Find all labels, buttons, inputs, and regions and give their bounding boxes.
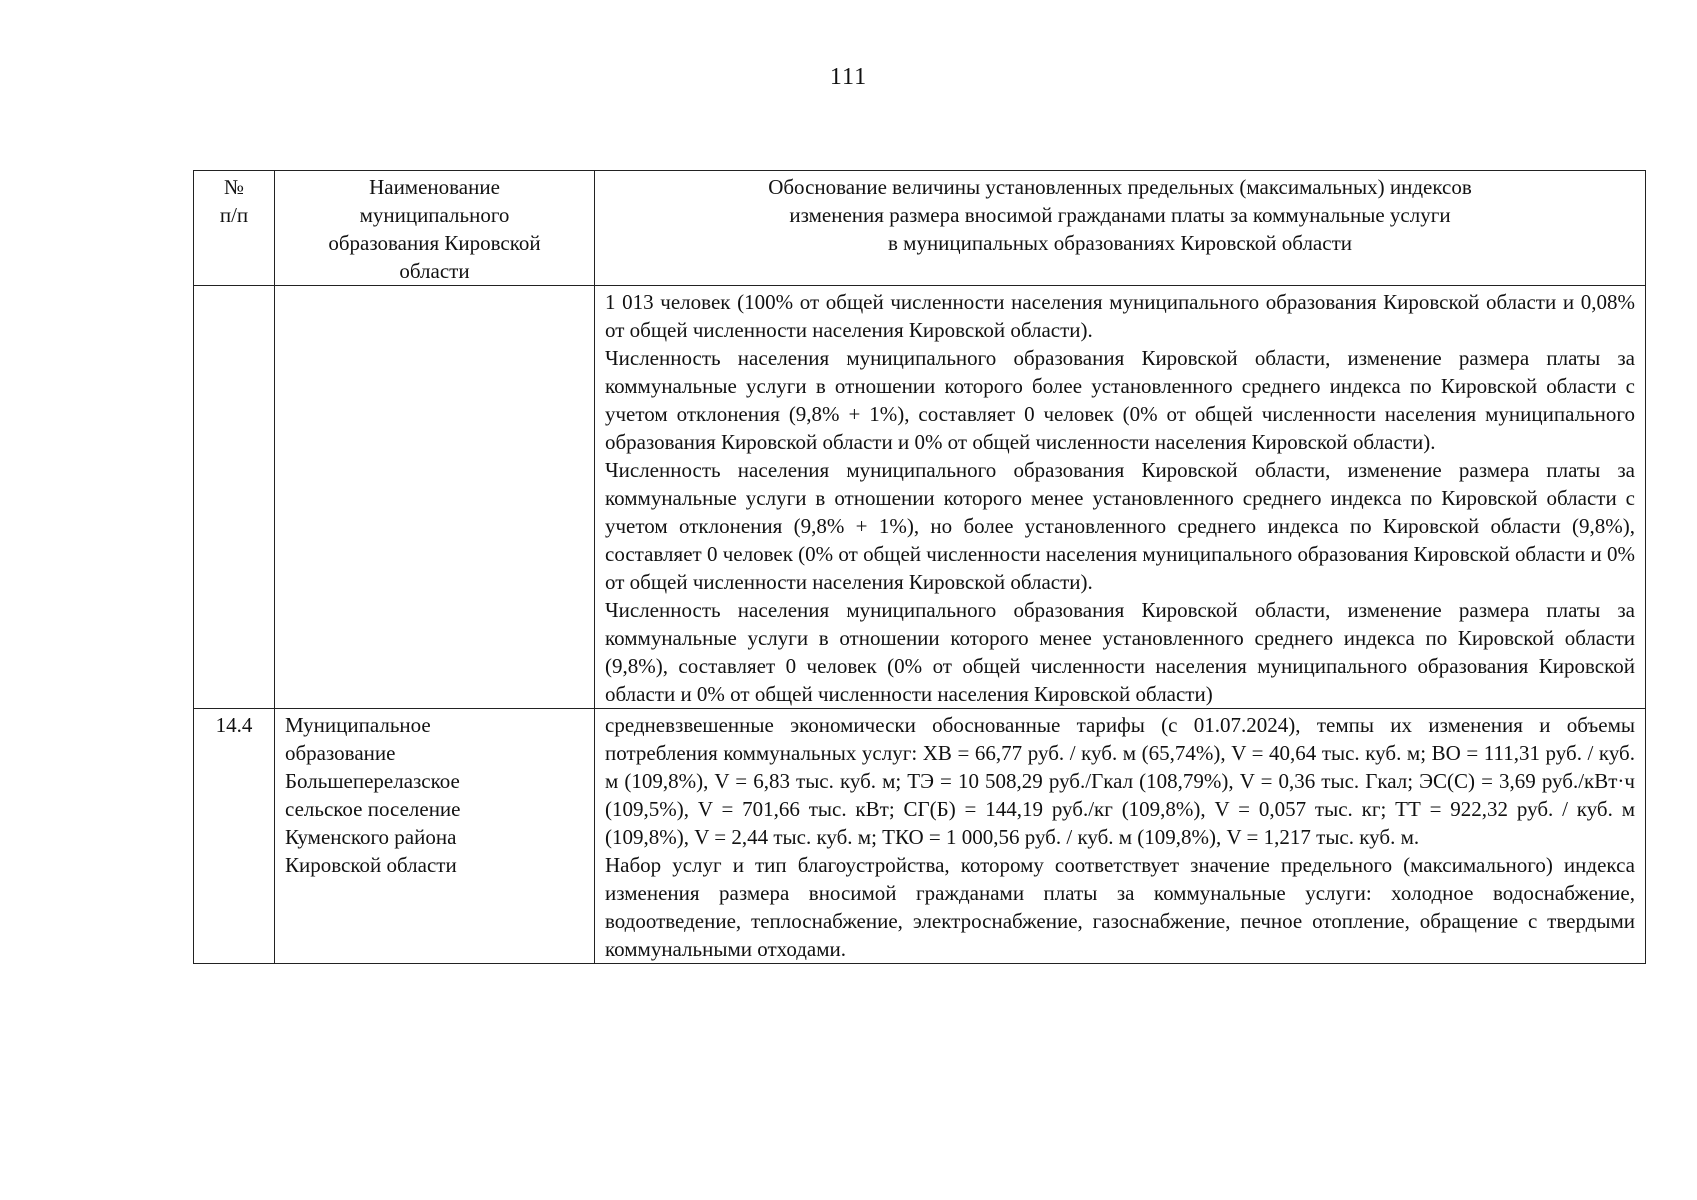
name-line: Муниципальное [285, 713, 431, 737]
header-basis-line: Обоснование величины установленных предельных (максимальных) индексов [768, 175, 1472, 199]
basis-paragraph: Численность населения муниципального образования Кировской области, изменение размера платы за коммунальные услуги в отношении которого менее установленного среднего индекса по Кировской области с учетом отклонения (9,8% + 1%), но более установленного среднего индекса по Кировской области (9,8%), составляет 0 человек (0% от общей численности населения муниципального образования Кировской области и 0% от общей численности населения Кировской области). [605, 458, 1635, 594]
header-name-line: муниципального [359, 203, 510, 227]
name-line: образование [285, 741, 396, 765]
name-line: Кировской области [285, 853, 457, 877]
basis-paragraph: 1 013 человек (100% от общей численности населения муниципального образования Кировской области и 0,08% от общей численности населения Кировской области). [605, 290, 1635, 342]
name-line: Куменского района [285, 825, 457, 849]
page-number: 111 [829, 64, 868, 90]
basis-paragraph: Набор услуг и тип благоустройства, которому соответствует значение предельного (максимального) индекса изменения размера вносимой гражданами платы за коммунальные услуги: холодное водоснабжение, водоотведение, теплоснабжение, электроснабжение, газоснабжение, печное отопление, обращение с твердыми коммунальными отходами. [605, 853, 1635, 961]
row-basis-text [595, 286, 1646, 709]
index-justification-table [193, 170, 1646, 964]
row-number: 14.4 [194, 709, 275, 964]
table-header-row [194, 171, 1646, 286]
header-municipality-name [275, 171, 595, 286]
header-basis-line: изменения размера вносимой гражданами платы за коммунальные услуги [789, 203, 1451, 227]
basis-paragraph: Численность населения муниципального образования Кировской области, изменение размера платы за коммунальные услуги в отношении которого более установленного среднего индекса по Кировской области с учетом отклонения (9,8% + 1%), составляет 0 человек (0% от общей численности населения муниципального образования Кировской области и 0% от общей численности населения Кировской области). [605, 346, 1635, 454]
table-row [194, 709, 1646, 964]
header-name-line: области [399, 259, 470, 283]
row-basis-text [595, 709, 1646, 964]
header-number [194, 171, 275, 286]
basis-paragraph: Численность населения муниципального образования Кировской области, изменение размера платы за коммунальные услуги в отношении которого менее установленного среднего индекса по Кировской области (9,8%), составляет 0 человек (0% от общей численности населения муниципального образования Кировской области и 0% от общей численности населения Кировской области) [605, 598, 1635, 706]
header-number-line: № [223, 175, 245, 199]
header-number-line: п/п [219, 203, 249, 227]
row-municipality-name [275, 709, 595, 964]
header-basis-line: в муниципальных образованиях Кировской области [887, 231, 1352, 255]
name-line: сельское поселение [285, 797, 461, 821]
name-line: Большеперелазское [285, 769, 460, 793]
header-basis [595, 171, 1646, 286]
row-municipality-name [275, 286, 595, 709]
header-name-line: Наименование [369, 175, 500, 199]
header-name-line: образования Кировской [328, 231, 541, 255]
table-row [194, 286, 1646, 709]
row-number [194, 286, 275, 709]
basis-paragraph: средневзвешенные экономически обоснованные тарифы (с 01.07.2024), темпы их изменения и объемы потребления коммунальных услуг: ХВ = 66,77 руб. / куб. м (65,74%), V = 40,64 тыс. куб. м; ВО = 111,31 руб. / куб. м (109,8%), V = 6,83 тыс. куб. м; ТЭ = 10 508,29 руб./Гкал (108,79%), V = 0,36 тыс. Гкал; ЭС(С) = 3,69 руб./кВт·ч (109,5%), V = 701,66 тыс. кВт; СГ(Б) = 144,19 руб./кг (109,8%), V = 0,057 тыс. кг; ТТ = 922,32 руб. / куб. м (109,8%), V = 2,44 тыс. куб. м; ТКО = 1 000,56 руб. / куб. м (109,8%), V = 1,217 тыс. куб. м. [605, 713, 1635, 849]
